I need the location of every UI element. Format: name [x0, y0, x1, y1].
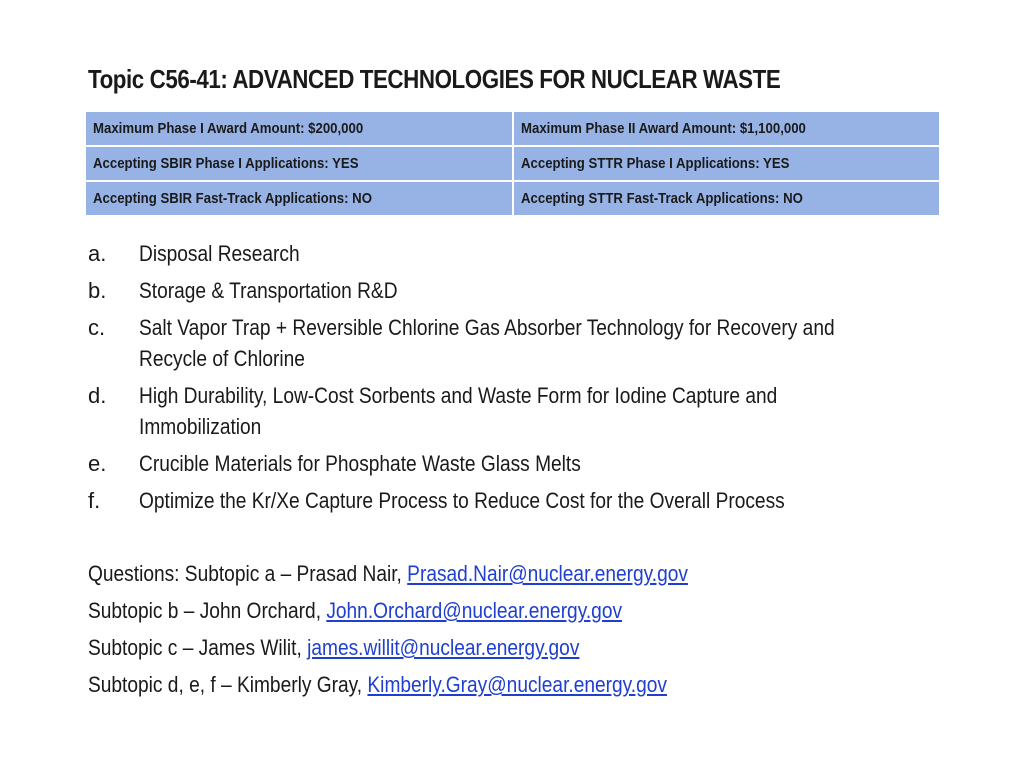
page-title: Topic C56-41: ADVANCED TECHNOLOGIES FOR NUCLEAR WASTE	[88, 64, 781, 94]
list-item	[88, 485, 968, 516]
contact-line	[88, 629, 688, 666]
list-item	[88, 380, 968, 442]
list-item	[88, 275, 968, 306]
table-cell: Accepting SBIR Phase I Applications: YES	[85, 146, 513, 181]
contact-label: Subtopic c – James Wilit,	[88, 635, 308, 660]
award-info-table	[84, 110, 941, 217]
table-cell: Accepting STTR Phase I Applications: YES	[513, 146, 941, 181]
table-cell: Maximum Phase I Award Amount: $200,000	[85, 111, 513, 146]
email-link[interactable]: John.Orchard@nuclear.energy.gov	[326, 598, 623, 623]
contact-line	[88, 666, 688, 703]
list-marker: f.	[88, 488, 101, 513]
table-cell: Accepting STTR Fast-Track Applications: NO	[513, 181, 941, 216]
list-item	[88, 238, 968, 269]
list-item-text: Salt Vapor Trap + Reversible Chlorine Gas Absorber Technology for Recovery and Recycle of Chlorine	[139, 315, 835, 371]
contacts-section	[88, 555, 778, 703]
contact-label: Subtopic b – John Orchard,	[88, 598, 327, 623]
list-marker: b.	[88, 278, 107, 303]
contact-label: Subtopic d, e, f – Kimberly Gray,	[88, 672, 368, 697]
list-item-text: Storage & Transportation R&D	[139, 278, 398, 303]
table-row	[85, 181, 940, 216]
list-marker: d.	[88, 383, 107, 408]
subtopic-list	[88, 238, 968, 522]
table-cell: Maximum Phase II Award Amount: $1,100,000	[513, 111, 941, 146]
contact-line	[88, 592, 688, 629]
list-item-text: High Durability, Low-Cost Sorbents and Waste Form for Iodine Capture and Immobilization	[139, 383, 778, 439]
list-item	[88, 312, 968, 374]
list-item-text: Optimize the Kr/Xe Capture Process to Reduce Cost for the Overall Process	[139, 488, 785, 513]
list-item-text: Disposal Research	[139, 241, 300, 266]
table-row	[85, 146, 940, 181]
list-marker: c.	[88, 315, 106, 340]
table-cell: Accepting SBIR Fast-Track Applications: NO	[85, 181, 513, 216]
email-link[interactable]: james.willit@nuclear.energy.gov	[307, 635, 580, 660]
list-item-text: Crucible Materials for Phosphate Waste Glass Melts	[139, 451, 581, 476]
list-marker: a.	[88, 241, 107, 266]
list-marker: e.	[88, 451, 107, 476]
email-link[interactable]: Kimberly.Gray@nuclear.energy.gov	[367, 672, 667, 697]
table-row	[85, 111, 940, 146]
contact-line	[88, 555, 688, 592]
contact-label: Questions: Subtopic a – Prasad Nair,	[88, 561, 408, 586]
email-link[interactable]: Prasad.Nair@nuclear.energy.gov	[407, 561, 688, 586]
list-item	[88, 448, 968, 479]
